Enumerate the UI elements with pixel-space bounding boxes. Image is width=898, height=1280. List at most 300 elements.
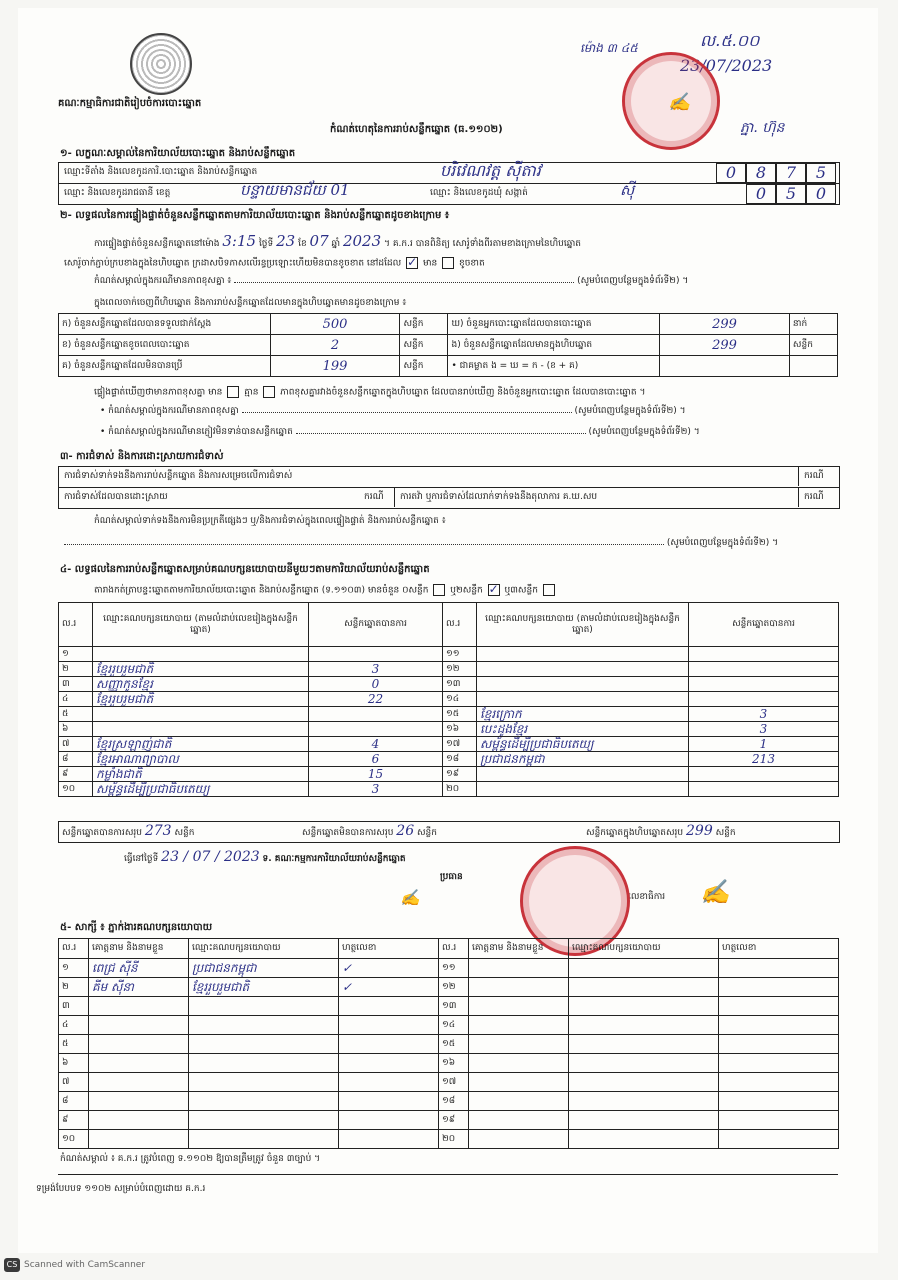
witness-no: ៩ [59, 1111, 89, 1130]
witness-row [59, 959, 839, 978]
result-votes: 4 [309, 737, 443, 752]
s4-total-c-unit: សន្លឹក [715, 828, 736, 838]
witness-party-empty [569, 1130, 719, 1149]
section1-title: ១- លក្ខណៈសម្គាល់នៃការិយាល័យបោះឆ្នោត និងរាប់សន្លឹកឆ្នោត [60, 148, 296, 159]
s4-total-a-unit: សន្លឹក [174, 828, 195, 838]
hw-top-2: 23/07/2023 [680, 56, 773, 75]
count-label: ក) ចំនួនសន្លឹកឆ្នោតដែលបានទទួលជាក់ស្តែង [59, 314, 271, 335]
witness-sign [339, 1016, 439, 1035]
result-party: កម្លាំងជាតិ [93, 767, 309, 782]
result-row [59, 707, 839, 722]
result-party [93, 722, 309, 737]
witness-name: គីម ស៊ីនា [89, 978, 189, 997]
s2-line1-a: ការផ្ទៀងផ្ទាត់ចំនួនសន្លឹកឆ្នោតនៅម៉ោង [94, 239, 220, 249]
witness-name [89, 1092, 189, 1111]
footer-form-note: ទម្រង់បែបបទ ១១០២ សម្រាប់បំពេញដោយ គ.ក.រ [36, 1184, 206, 1194]
result-party [477, 647, 689, 662]
s2-diff-yes-checkbox[interactable] [227, 386, 239, 398]
witness-row [59, 1054, 839, 1073]
s2-line2 [64, 257, 485, 270]
witness-no: ២ [59, 978, 89, 997]
result-row [59, 722, 839, 737]
s2-bullet1 [100, 406, 840, 417]
result-row [59, 662, 839, 677]
result-votes: 3 [309, 782, 443, 797]
witness-sign-empty [719, 997, 839, 1016]
witness-no: ១១ [439, 959, 469, 978]
s4-sub-b: ឬ២សន្លឹក [450, 585, 483, 596]
signature-top: ✍ [668, 92, 691, 113]
s5-col-party-left: ឈ្មោះគណបក្សនយោបាយ [189, 939, 339, 959]
result-votes: 22 [309, 692, 443, 707]
result-votes [309, 707, 443, 722]
code-digit-box: 7 [776, 163, 806, 183]
witness-party [189, 1073, 339, 1092]
s4-secretary: លេខាធិការ [628, 892, 666, 902]
result-party: ខ្មែរស្រឡាញ់ជាតិ [93, 737, 309, 752]
s4-made-at-label: ធ្វើនៅថ្ងៃទី [124, 854, 159, 864]
result-no: ៩ [59, 767, 93, 782]
s5-footnote: កំណត់សម្គាល់ ៖ គ.ក.រ ត្រូវបំពេញ ទ.១១០២ ឱ្យបានត្រឹមត្រូវ ចំនួន ៣ច្បាប់ ។ [60, 1154, 321, 1164]
s4-col-party-left: ឈ្មោះគណបក្សនយោបាយ (តាមលំដាប់លេខរៀងក្នុងសន្លឹកឆ្នោត) [93, 603, 309, 647]
result-row [59, 692, 839, 707]
form-title: កំណត់ហេតុនៃការរាប់សន្លឹកឆ្នោត (ធ.១១០២) [330, 124, 503, 135]
count-label-r: • ជាគម្លាត ង = ឃ = ក - (ខ + គ) [448, 356, 660, 377]
result-party: សម្ព័ន្ធដើម្បីប្រជាធិបតេយ្យ [477, 737, 689, 752]
count-unit-r [789, 356, 837, 377]
witness-row [59, 1073, 839, 1092]
witness-party-empty [569, 997, 719, 1016]
witness-row [59, 1130, 839, 1149]
camscanner-badge-icon: CS [4, 1258, 20, 1272]
result-votes [689, 767, 839, 782]
witness-name: ពេជ្រ ស៊ីនី [89, 959, 189, 978]
result-votes [689, 662, 839, 677]
result-no: ១៤ [443, 692, 477, 707]
s2-line2-text: សោរ៉ូចាក់ភ្ជាប់ក្របខាងក្នុងនៃហិបឆ្នោត ក្រដាសបិទភាសលើរន្ធប្រឡោះហើយមិនបានខូចខាត នៅដដែល [64, 258, 402, 269]
result-row [59, 647, 839, 662]
s2-line1-e: ។ គ.ក.រ បានពិនិត្យ សោរ៉ូទាំងពីរតាមខាងក្រោមនៃហិបឆ្នោត [384, 239, 582, 249]
result-party [93, 647, 309, 662]
s2-line3-text: កំណត់សម្គាល់ក្នុងករណីមានភាពខុសគ្នា ៖ [94, 276, 232, 286]
s2-line1-b: ថ្ងៃទី [258, 239, 274, 249]
witness-party-empty [569, 959, 719, 978]
count-unit-r: សន្លឹក [789, 335, 837, 356]
s1-row2-value-b: ស៊ី [620, 181, 635, 199]
hw-top-1: ល.៥.០០ [700, 31, 760, 50]
witness-sign-empty [719, 959, 839, 978]
s5-col-no-right: ល.រ [439, 939, 469, 959]
s5-col-party-right: ឈ្មោះគណបក្សនយោបាយ [569, 939, 719, 959]
s2-bullet1-text: • កំណត់សម្គាល់ក្នុងករណីមានភាពខុសគ្នា [100, 406, 239, 416]
result-party: សម្ព័ន្ធដើម្បីប្រជាធិបតេយ្យ [93, 782, 309, 797]
result-votes [309, 647, 443, 662]
s5-col-sign-left: ហត្ថលេខា [339, 939, 439, 959]
s1-row2-value: បន្ទាយមានជ័យ 01 [240, 181, 350, 199]
s4-date: 23 / 07 / 2023 [161, 849, 260, 865]
witness-sign-empty [719, 1016, 839, 1035]
s4-sub-c: ឬ៣សន្លឹក [504, 585, 538, 596]
witness-sign-empty [719, 1092, 839, 1111]
s3-row2-divider-a [394, 487, 395, 507]
witness-party: ខ្មែររួបរួមជាតិ [189, 978, 339, 997]
witness-no: ១៥ [439, 1035, 469, 1054]
witness-name [89, 997, 189, 1016]
count-label-r: ង) ចំនួនសន្លឹកឆ្នោតដែលមានក្នុងហិបឆ្នោត [448, 335, 660, 356]
s5-col-no-left: ល.រ [59, 939, 89, 959]
s2-count-table [58, 313, 838, 377]
result-votes [689, 677, 839, 692]
result-row [59, 752, 839, 767]
result-no: ១៦ [443, 722, 477, 737]
count-label: ខ) ចំនួនសន្លឹកឆ្នោតខូចពេលបោះឆ្នោត [59, 335, 271, 356]
result-party: ខ្មែរក្រោក [477, 707, 689, 722]
s4-total-a [62, 823, 195, 839]
witness-row [59, 1111, 839, 1130]
count-label: គ) ចំនួនសន្លឹកឆ្នោតដែលមិនបានប្រើ [59, 356, 271, 377]
witness-name-empty [469, 1092, 569, 1111]
result-no: ២ [59, 662, 93, 677]
witness-party [189, 1054, 339, 1073]
result-row [59, 767, 839, 782]
witness-sign-empty [719, 1035, 839, 1054]
secretary-signature: ✍ [700, 878, 730, 906]
witness-party: ប្រជាជនកម្ពុជា [189, 959, 339, 978]
s2-time: 3:15 [222, 232, 257, 250]
witness-name-empty [469, 1073, 569, 1092]
count-value: 2 [270, 335, 400, 356]
witness-name [89, 1016, 189, 1035]
result-row [59, 737, 839, 752]
result-no: ៧ [59, 737, 93, 752]
code-digit-box: 5 [776, 184, 806, 204]
s5-col-sign-right: ហត្ថលេខា [719, 939, 839, 959]
s3-row2-text: ការជំទាស់ដែលបានដោះស្រាយ [64, 492, 168, 502]
result-no: ១៣ [443, 677, 477, 692]
result-votes: 3 [309, 662, 443, 677]
s4-results-table [58, 602, 839, 797]
witness-sign [339, 1130, 439, 1149]
s3-line2 [64, 538, 838, 549]
witness-name-empty [469, 1016, 569, 1035]
count-row [59, 335, 838, 356]
witness-name-empty [469, 978, 569, 997]
witness-party-empty [569, 1054, 719, 1073]
result-party: ខ្មែរអាណាព្យាបាល [93, 752, 309, 767]
witness-party [189, 1035, 339, 1054]
witness-name [89, 1054, 189, 1073]
witness-sign [339, 1073, 439, 1092]
s3-row2-mid: ករណី [364, 492, 384, 502]
s2-seal-ok-checkbox[interactable] [406, 257, 418, 269]
s4-total-c [586, 823, 736, 839]
s2-line3-note: (សូមបំពេញបន្ថែមក្នុងទំព័រទី២) ។ [577, 276, 689, 286]
s3-row1-text: ការជំទាស់ទាក់ទងនឹងការរាប់សន្លឹកឆ្នោត និងការសម្រេចលើការជំទាស់ [64, 471, 293, 481]
s2-line1 [94, 232, 582, 250]
s2-line5 [94, 386, 645, 399]
count-value: 500 [270, 314, 400, 335]
s2-line2-no: ខូចខាត [459, 258, 485, 269]
s2-bullet2-note: (សូមបំពេញបន្ថែមក្នុងទំព័រទី២) ។ [588, 427, 700, 437]
witness-no: ៣ [59, 997, 89, 1016]
result-party: សញ្ញាកូនខ្មែរ [93, 677, 309, 692]
witness-no: ១៨ [439, 1092, 469, 1111]
witness-row [59, 1092, 839, 1111]
s2-line2-yes: មាន [422, 258, 438, 269]
count-row [59, 314, 838, 335]
s2-diff-no-checkbox[interactable] [263, 386, 275, 398]
s3-row1-unit: ករណី [804, 471, 824, 481]
s2-day: 23 [276, 232, 296, 250]
code-digit-box: 0 [716, 163, 746, 183]
result-votes: 1 [689, 737, 839, 752]
code-digit-box: 0 [746, 184, 776, 204]
witness-name-empty [469, 997, 569, 1016]
count-row [59, 356, 838, 377]
s4-sheet1-checkbox[interactable] [433, 584, 445, 596]
witness-no: ១៣ [439, 997, 469, 1016]
section2-title: ២- លទ្ធផលនៃការផ្ទៀងផ្ទាត់ចំនួនសន្លឹកឆ្នោតតាមការិយាល័យបោះឆ្នោត និងរាប់សន្លឹកឆ្នោតដូចខាងក្រោម ៖ [60, 210, 450, 221]
witness-sign-empty [719, 1111, 839, 1130]
witness-no: ៥ [59, 1035, 89, 1054]
result-party: បេះដូងខ្មែរ [477, 722, 689, 737]
s4-total-c-value: 299 [686, 823, 713, 839]
count-value-r: 299 [660, 335, 790, 356]
s4-total-c-label: សន្លឹកឆ្នោតក្នុងហិបឆ្នោតសរុប [586, 828, 684, 838]
s2-bullet2 [100, 427, 840, 438]
witness-party [189, 997, 339, 1016]
count-value-r [660, 356, 790, 377]
hw-top-4: ភ្នា. ហ៊ុន [740, 120, 785, 136]
result-no: ២០ [443, 782, 477, 797]
code-digit-box: 0 [806, 184, 836, 204]
witness-no: ១ [59, 959, 89, 978]
s1-row2-label: ឈ្មោះ និងលេខកូដរាជធានី ខេត្ត [64, 188, 171, 198]
witness-name [89, 1073, 189, 1092]
s2-bullet1-note: (សូមបំពេញបន្ថែមក្នុងទំព័រទី២) ។ [574, 406, 686, 416]
section4-title: ៤- លទ្ធផលនៃការរាប់សន្លឹកឆ្នោតសម្រាប់គណបក្សនយោបាយនីមួយៗតាមការិយាល័យរាប់សន្លឹកឆ្នោត [60, 564, 430, 575]
witness-party-empty [569, 1035, 719, 1054]
witness-no: ១០ [59, 1130, 89, 1149]
result-no: ១២ [443, 662, 477, 677]
s2-line5-c: ភាពខុសគ្នារវាងចំនួនសន្លឹកឆ្នោតក្នុងហិបឆ្នោត ដែលបានរាប់ឃើញ និងចំនួនអ្នកបោះឆ្នោត ដែលបានបោះឆ្នោត ។ [280, 387, 646, 398]
s3-row2-divider-b [798, 487, 799, 507]
result-party: ប្រជាជនកម្ពុជា [477, 752, 689, 767]
witness-no: ៦ [59, 1054, 89, 1073]
s3-line1: កំណត់សម្គាល់ទាក់ទងនឹងការមិនប្រក្រតីផ្សេងៗ ឬ/និងការជំទាស់ក្នុងពេលផ្ទៀងផ្ទាត់ និងការរាប់សន្លឹកឆ្នោត ៖ [94, 516, 446, 526]
s2-line3 [94, 276, 834, 287]
witness-no: ១៤ [439, 1016, 469, 1035]
camscanner-text: Scanned with CamScanner [24, 1260, 146, 1270]
s4-sheet3-checkbox[interactable] [543, 584, 555, 596]
count-unit: សន្លឹក [400, 356, 448, 377]
result-no: ៣ [59, 677, 93, 692]
witness-sign-empty [719, 978, 839, 997]
result-votes [689, 692, 839, 707]
s5-witness-table [58, 938, 839, 1149]
s3-line1-note: (សូមបំពេញបន្ថែមក្នុងទំព័រទី២) ។ [666, 538, 779, 548]
s2-line5-a: ផ្ទៀងផ្ទាត់ឃើញថាមានភាពខុសគ្នា មាន [94, 387, 223, 398]
chair-signature: ✍ [400, 888, 420, 907]
s3-row2-text-b: ការតវ៉ា ឬការជំទាស់ដែលរាក់ទាក់ទងនឹងតុលាការ គ.ឃ.សប [400, 492, 598, 502]
s1-row1-label: ឈ្មោះទីតាំង និងលេខកូដការិ.បោះឆ្នោត និងរាប់សន្លឹកឆ្នោត [64, 167, 258, 177]
s3-row1-divider [798, 466, 799, 486]
witness-no: ៧ [59, 1073, 89, 1092]
witness-sign-empty [719, 1073, 839, 1092]
result-party: ខ្មែររួបរួមជាតិ [93, 692, 309, 707]
s4-sub [94, 584, 557, 597]
witness-party [189, 1130, 339, 1149]
witness-party-empty [569, 1111, 719, 1130]
witness-no: ១៩ [439, 1111, 469, 1130]
witness-row [59, 997, 839, 1016]
result-no: ១ [59, 647, 93, 662]
witness-sign [339, 997, 439, 1016]
witness-sign [339, 1054, 439, 1073]
result-votes [689, 782, 839, 797]
s4-col-no-left: ល.រ [59, 603, 93, 647]
org-line: គណៈកម្មាធិការជាតិរៀបចំការបោះឆ្នោត [58, 98, 202, 109]
result-party [477, 662, 689, 677]
s4-col-votes-right: សន្លឹកឆ្នោតបានការ [689, 603, 839, 647]
s2-seal-broken-checkbox[interactable] [442, 257, 454, 269]
code-digit-box: 5 [806, 163, 836, 183]
result-row [59, 677, 839, 692]
result-votes: 3 [689, 707, 839, 722]
s4-sheet2-checkbox[interactable] [488, 584, 500, 596]
witness-row [59, 1016, 839, 1035]
witness-sign-empty [719, 1054, 839, 1073]
s4-total-a-label: សន្លឹកឆ្នោតបានការសរុប [62, 828, 142, 838]
result-votes [689, 647, 839, 662]
result-votes [309, 722, 443, 737]
s4-col-votes-left: សន្លឹកឆ្នោតបានការ [309, 603, 443, 647]
code-digit-box: 8 [746, 163, 776, 183]
witness-name-empty [469, 1054, 569, 1073]
result-no: ១១ [443, 647, 477, 662]
witness-sign [339, 1035, 439, 1054]
witness-row [59, 978, 839, 997]
s1-row1-value: បរិវេណវត្ត ស៊ីតាវ [440, 161, 541, 180]
witness-sign-empty [719, 1130, 839, 1149]
result-party: ខ្មែររួបរួមជាតិ [93, 662, 309, 677]
result-row [59, 782, 839, 797]
result-votes: 213 [689, 752, 839, 767]
count-unit: សន្លឹក [400, 335, 448, 356]
witness-name [89, 1111, 189, 1130]
footer-divider [58, 1174, 838, 1175]
witness-party-empty [569, 978, 719, 997]
count-value-r: 299 [660, 314, 790, 335]
witness-party-empty [569, 1016, 719, 1035]
result-no: ៨ [59, 752, 93, 767]
s4-sub-a: តារាងកត់ត្រាបន្ទះឆ្នោតតាមការិយាល័យបោះឆ្នោត និងរាប់សន្លឹកឆ្នោត (ទ.១១០៣) មានចំនួន ០សន្លឹក [94, 585, 429, 596]
count-unit-r: នាក់ [789, 314, 837, 335]
s2-line1-d: ឆ្នាំ [331, 239, 341, 249]
witness-no: ៨ [59, 1092, 89, 1111]
s2-bullet2-text: • កំណត់សម្គាល់ក្នុងករណីមានភ្ញៀវមិនទាន់បានសន្លឹកឆ្នោត [100, 427, 293, 437]
s2-year: 2023 [342, 232, 382, 250]
s4-total-a-value: 273 [144, 823, 172, 839]
witness-party-empty [569, 1092, 719, 1111]
result-no: ៦ [59, 722, 93, 737]
witness-party [189, 1016, 339, 1035]
result-party [477, 782, 689, 797]
witness-row [59, 1035, 839, 1054]
witness-name-empty [469, 1111, 569, 1130]
s5-col-name-right: គោត្តនាម និងនាមខ្លួន [469, 939, 569, 959]
result-party [477, 692, 689, 707]
witness-sign: ✓ [339, 959, 439, 978]
s4-committee: ទ. គណៈកម្មការការិយាល័យរាប់សន្លឹកឆ្នោត [262, 854, 406, 864]
result-no: ៥ [59, 707, 93, 722]
result-votes: 3 [689, 722, 839, 737]
s2-month: 07 [309, 232, 329, 250]
witness-no: ១២ [439, 978, 469, 997]
witness-no: ៤ [59, 1016, 89, 1035]
section3-title: ៣- ការជំទាស់ និងការដោះស្រាយការជំទាស់ [60, 451, 224, 462]
result-votes: 0 [309, 677, 443, 692]
witness-name-empty [469, 1035, 569, 1054]
witness-party-empty [569, 1073, 719, 1092]
s2-line4: ក្នុងពេលចាក់ចេញពីហិបឆ្នោត និងការរាប់សន្លឹកឆ្នោតដែលមានក្នុងហិបឆ្នោតមានដូចខាងក្រោម ៖ [94, 298, 407, 308]
s3-row2-unit: ករណី [804, 492, 824, 502]
witness-name-empty [469, 1130, 569, 1149]
result-party [93, 707, 309, 722]
s4-col-no-right: ល.រ [443, 603, 477, 647]
s4-made-at [124, 849, 406, 865]
result-no: ១៨ [443, 752, 477, 767]
result-no: ១៧ [443, 737, 477, 752]
result-no: ១៩ [443, 767, 477, 782]
s1-row2-label-b: ឈ្មោះ និងលេខកូដឃុំ សង្កាត់ [430, 188, 528, 198]
witness-no: ២០ [439, 1130, 469, 1149]
result-party [477, 767, 689, 782]
s4-col-party-right: ឈ្មោះគណបក្សនយោបាយ (តាមលំដាប់លេខរៀងក្នុងសន្លឹកឆ្នោត) [477, 603, 689, 647]
result-no: ១០ [59, 782, 93, 797]
section5-title: ៥- សាក្សី ៖ ភ្នាក់ងារគណបក្សនយោបាយ [60, 922, 213, 933]
result-no: ៤ [59, 692, 93, 707]
hw-top-3: ម៉ោង ៣ ៤៥ [580, 41, 638, 55]
count-unit: សន្លឹក [400, 314, 448, 335]
s4-total-b-unit: សន្លឹក [416, 828, 437, 838]
s2-line5-b: គ្មាន [244, 387, 259, 398]
nec-emblem-icon [130, 33, 192, 95]
witness-name-empty [469, 959, 569, 978]
count-value: 199 [270, 356, 400, 377]
count-label-r: ឃ) ចំនួនអ្នកបោះឆ្នោតដែលបានបោះឆ្នោត [448, 314, 660, 335]
s4-total-b-label: សន្លឹកឆ្នោតមិនបានការសរុប [302, 828, 394, 838]
witness-party [189, 1111, 339, 1130]
witness-party [189, 1092, 339, 1111]
witness-sign [339, 1111, 439, 1130]
s4-total-b [302, 823, 437, 839]
witness-sign [339, 1092, 439, 1111]
result-party [477, 677, 689, 692]
s4-chair: ប្រធាន [440, 872, 463, 882]
s2-line1-c: ខែ [298, 239, 307, 249]
result-votes: 15 [309, 767, 443, 782]
s4-total-b-value: 26 [396, 823, 415, 839]
witness-name [89, 1130, 189, 1149]
result-no: ១៥ [443, 707, 477, 722]
witness-name [89, 1035, 189, 1054]
result-votes: 6 [309, 752, 443, 767]
s5-col-name-left: គោត្តនាម និងនាមខ្លួន [89, 939, 189, 959]
witness-no: ១៧ [439, 1073, 469, 1092]
witness-sign: ✓ [339, 978, 439, 997]
witness-no: ១៦ [439, 1054, 469, 1073]
